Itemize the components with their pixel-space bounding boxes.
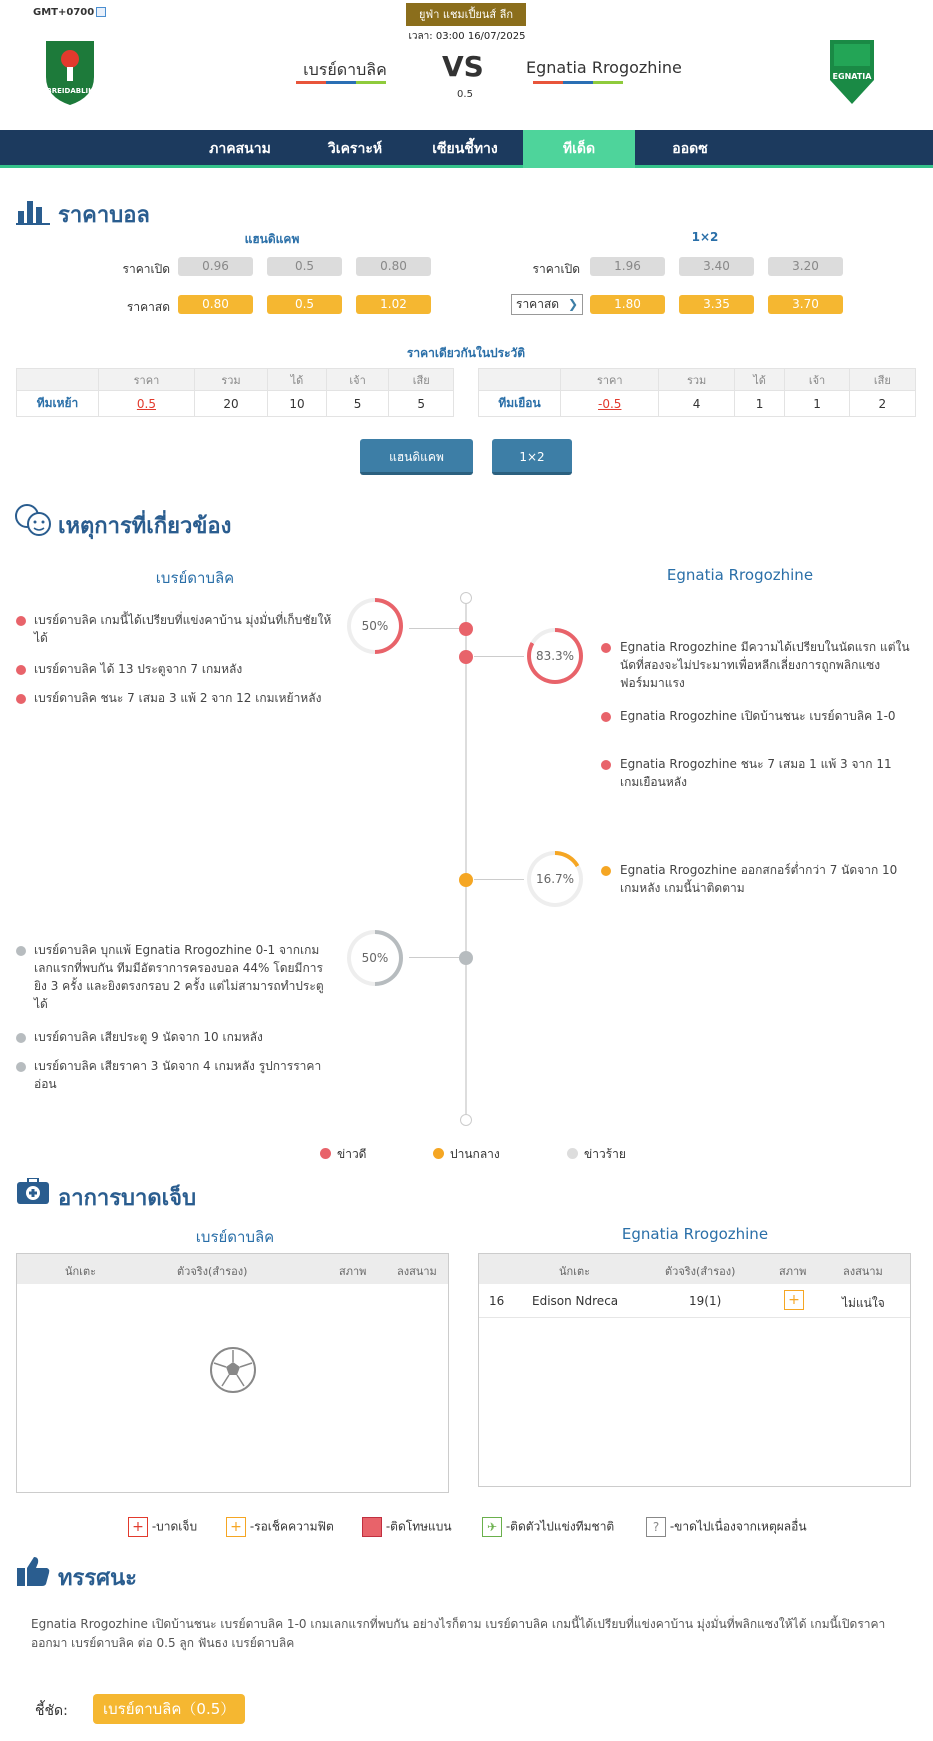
suspended-icon <box>362 1517 382 1537</box>
handicap-heading: แฮนดิแคพ <box>244 232 300 246</box>
timeline-dot-home-bad <box>459 951 473 965</box>
bullet-red <box>601 760 611 770</box>
away-underline <box>533 81 623 84</box>
match-time: เวลา: 03:00 16/07/2025 <box>408 31 526 42</box>
hdp-live-line: 0.5 <box>267 295 342 314</box>
home-bad-ring: 50% <box>347 930 403 986</box>
bullet-gray <box>16 1033 26 1043</box>
opinion-text: Egnatia Rrogozhine เปิดบ้านชนะ เบรย์ดาบลิค 1-0 เกมเลกแรกที่พบกัน อย่างไรก็ตาม เบรย์ดาบลิค เกมนี้ได้เปรียบที่แข่งคาบ้าน มุ่งมั่นที่พลิกแซงให้ได้ เกมนี้เปิดราคาออกมา เบรย์ดาบลิค ต่อ 0.5 ลูก ฟันธง เบรย์ดาบลิค <box>31 1617 886 1650</box>
bullet-orange <box>601 866 611 876</box>
live-label: ราคาสด <box>126 300 170 314</box>
history-title: ราคาเดียวกันในประวัติ <box>406 346 526 360</box>
tab-analysis[interactable]: วิเคราะห์ <box>327 141 383 157</box>
home-injury-table: นักเตะ ตัวจริง(สำรอง) สภาพ ลงสนาม <box>16 1253 449 1493</box>
timeline-dot-home-good <box>459 622 473 636</box>
chevron-down-icon: ❯ <box>567 297 578 311</box>
list-item: Egnatia Rrogozhine เปิดบ้านชนะ เบรย์ดาบลิค 1-0 <box>620 709 896 723</box>
injury-home-name: เบรย์ดาบลิค <box>195 1228 275 1246</box>
question-icon: ? <box>646 1517 666 1537</box>
away-price-link[interactable]: -0.5 <box>561 391 659 417</box>
x12-live-away: 3.70 <box>768 295 843 314</box>
pick-badge: เบรย์ดาบลิค（0.5） <box>93 1694 245 1724</box>
away-logo <box>824 36 880 108</box>
events-away-name: Egnatia Rrogozhine <box>666 566 814 584</box>
bullet-gray <box>16 1062 26 1072</box>
home-price-link[interactable]: 0.5 <box>99 391 195 417</box>
injury-title: อาการบาดเจ็บ <box>58 1186 197 1211</box>
hdp-live-away: 1.02 <box>356 295 431 314</box>
injury-away-name: Egnatia Rrogozhine <box>621 1225 769 1243</box>
away-history-table: ราคา รวม ได้ เจ้า เสีย ทีมเยือน -0.5 4 1 1 2 <box>478 368 916 417</box>
odds-title: ราคาบอล <box>58 203 150 228</box>
timezone-icon[interactable] <box>96 7 106 17</box>
hdp-open-line: 0.5 <box>267 257 342 276</box>
bullet-red <box>16 694 26 704</box>
odds-chart-icon <box>16 196 50 230</box>
legend-injured: + -บาดเจ็บ <box>128 1517 197 1537</box>
away-team-name[interactable]: Egnatia Rrogozhine <box>526 58 682 77</box>
x12-live-draw: 3.35 <box>679 295 754 314</box>
faces-icon <box>14 503 52 541</box>
x12-open-label: ราคาเปิด <box>532 262 580 276</box>
soccer-ball-icon <box>209 1346 257 1398</box>
opinion-title: ทรรศนะ <box>58 1566 137 1591</box>
list-item: เบรย์ดาบลิค บุกแพ้ Egnatia Rrogozhine 0-1 จากเกมเลกแรกที่พบกัน ทีมมีอัตราการครองบอล 44% โดยมีการยิง 3 ครั้ง และยิงตรงกรอบ 2 ครั้ง แต่ไม่สามารถทำประตูได้ <box>34 943 324 1011</box>
legend-suspended: -ติดโทษแบน <box>362 1517 452 1537</box>
home-good-ring: 50% <box>347 598 403 654</box>
legend-neutral: ปานกลาง <box>450 1147 500 1161</box>
timeline-line <box>465 598 467 1120</box>
timeline-dot-neutral <box>459 873 473 887</box>
table-row: 16 Edison Ndreca 19(1) + ไม่แน่ใจ <box>479 1284 910 1318</box>
neutral-ring: 16.7% <box>527 851 583 907</box>
hdp-open-away: 0.80 <box>356 257 431 276</box>
doubtful-icon: + <box>784 1290 804 1310</box>
legend-national: ✈ -ติดตัวไปแข่งทีมชาติ <box>482 1517 614 1537</box>
legend-good: ข่าวดี <box>337 1147 367 1161</box>
bullet-red <box>601 643 611 653</box>
table-row: ทีมเยือน -0.5 4 1 1 2 <box>479 391 916 417</box>
main-nav <box>0 130 933 168</box>
home-history-table: ราคา รวม ได้ เจ้า เสีย ทีมเหย้า 0.5 20 10 5 5 <box>16 368 454 417</box>
list-item: Egnatia Rrogozhine ชนะ 7 เสมอ 1 แพ้ 3 จาก 11 เกมเยือนหลัง <box>620 757 892 789</box>
x12-open-away: 3.20 <box>768 257 843 276</box>
list-item: Egnatia Rrogozhine มีความได้เปรียบในนัดแรก แต่ในนัดที่สองจะไม่ประมาทเพื่อหลีกเลี่ยงการถูกพลิกแซงฟอร์มมาแรง <box>620 640 910 690</box>
svg-text:EGNATIA: EGNATIA <box>832 72 872 81</box>
live-odds-select[interactable]: ราคาสด ❯ <box>511 294 583 315</box>
x12-heading: 1×2 <box>691 230 719 244</box>
timeline-end <box>460 1114 472 1126</box>
tab-field[interactable]: ภาคสนาม <box>209 141 271 157</box>
list-item: เบรย์ดาบลิค เสียราคา 3 นัดจาก 4 เกมหลัง รูปการราคาอ่อน <box>34 1059 322 1091</box>
league-badge: ยูฟ่า แชมเปี้ยนส์ ลีก <box>406 3 526 26</box>
fitness-icon: + <box>226 1517 246 1537</box>
bullet-red <box>16 665 26 675</box>
legend-fitness: + -รอเช็คความฟิต <box>226 1517 334 1537</box>
x12-open-draw: 3.40 <box>679 257 754 276</box>
tab-experts[interactable]: เซียนชี้ทาง <box>432 141 498 157</box>
airplane-icon: ✈ <box>482 1517 502 1537</box>
events-title: เหตุการที่เกี่ยวข้อง <box>58 514 232 539</box>
timezone: GMT+0700 <box>33 7 106 18</box>
list-item: เบรย์ดาบลิค เกมนี้ได้เปรียบที่แข่งคาบ้าน มุ่งมั่นที่เก็บชัยให้ได้ <box>34 613 332 645</box>
table-row: ทีมเหย้า 0.5 20 10 5 5 <box>17 391 454 417</box>
home-logo <box>42 37 98 107</box>
home-team-name[interactable]: เบรย์ดาบลิค <box>303 60 387 79</box>
bullet-red <box>601 712 611 722</box>
medical-kit-icon <box>16 1178 50 1210</box>
x12-open-home: 1.96 <box>590 257 665 276</box>
legend-bad: ข่าวร้าย <box>584 1147 626 1161</box>
list-item: Egnatia Rrogozhine ออกสกอร์ต่ำกว่า 7 นัดจาก 10 เกมหลัง เกมนี้น่าติดตาม <box>620 863 898 895</box>
list-item: เบรย์ดาบลิค ได้ 13 ประตูจาก 7 เกมหลัง <box>34 662 243 676</box>
handicap-button[interactable]: แฮนดิแคพ <box>360 439 473 475</box>
x12-button[interactable]: 1×2 <box>492 439 572 475</box>
legend-other: ? -ขาดไปเนื่องจากเหตุผลอื่น <box>646 1517 807 1537</box>
legend-neutral-dot <box>433 1148 444 1159</box>
open-label: ราคาเปิด <box>122 262 170 276</box>
list-item: เบรย์ดาบลิค ชนะ 7 เสมอ 3 แพ้ 2 จาก 12 เกมเหย้าหลัง <box>34 691 322 705</box>
timeline-dot-away-good <box>459 650 473 664</box>
hdp-live-home: 0.80 <box>178 295 253 314</box>
home-underline <box>296 81 386 84</box>
injured-icon: + <box>128 1517 148 1537</box>
pick-label: ชี้ชัด: <box>35 1703 68 1719</box>
tab-odds[interactable]: ออดซ <box>672 141 708 157</box>
legend-bad-dot <box>567 1148 578 1159</box>
hdp-open-home: 0.96 <box>178 257 253 276</box>
x12-live-home: 1.80 <box>590 295 665 314</box>
svg-text:BREIDABLIK: BREIDABLIK <box>46 87 94 95</box>
away-good-ring: 83.3% <box>527 628 583 684</box>
vs-label: VS <box>442 50 484 83</box>
thumbs-up-icon <box>16 1555 50 1591</box>
handicap-value: 0.5 <box>457 89 473 100</box>
player-name[interactable]: Edison Ndreca <box>532 1294 619 1308</box>
bullet-gray <box>16 946 26 956</box>
list-item: เบรย์ดาบลิค เสียประตู 9 นัดจาก 10 เกมหลัง <box>34 1030 263 1044</box>
bullet-red <box>16 616 26 626</box>
away-injury-table: นักเตะ ตัวจริง(สำรอง) สภาพ ลงสนาม 16 Edison Ndreca 19(1) + ไม่แน่ใจ <box>478 1253 911 1487</box>
tab-tips[interactable]: ทีเด็ด <box>523 130 635 168</box>
events-home-name: เบรย์ดาบลิค <box>155 569 235 587</box>
timeline-start <box>460 592 472 604</box>
legend-good-dot <box>320 1148 331 1159</box>
